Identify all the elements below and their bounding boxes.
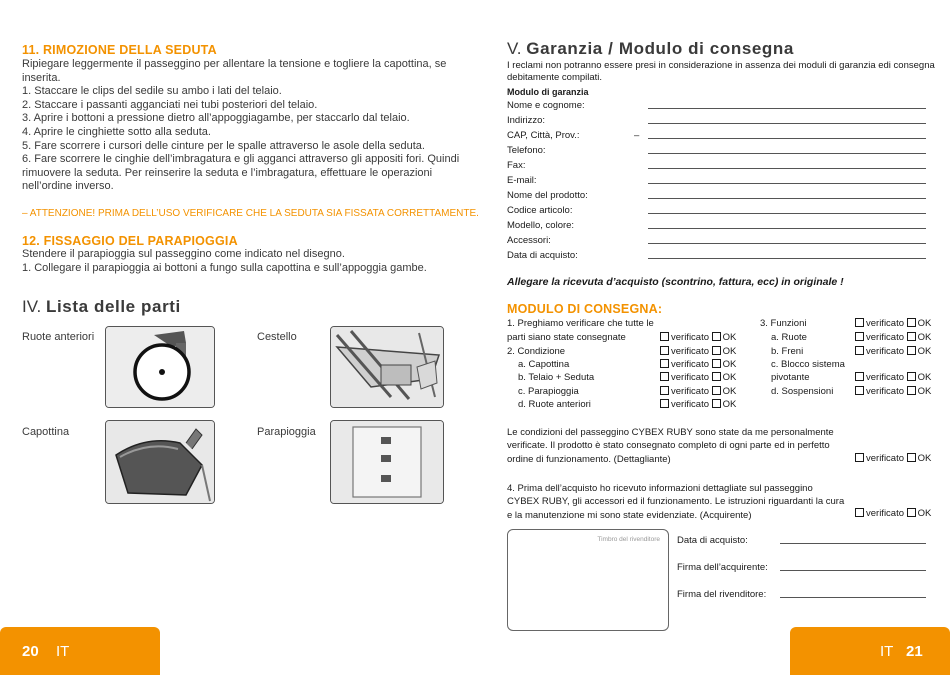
signature-line-purchase-date[interactable]	[780, 543, 926, 544]
field-label-accessories: Accessori:	[507, 235, 551, 246]
signature-label-buyer: Firma dell’acquirente:	[677, 562, 768, 573]
section-11-line: 4. Aprire le cinghiette sotto alla seduta.	[22, 125, 211, 138]
checkbox-ok[interactable]	[907, 318, 916, 327]
checkbox-verified[interactable]	[660, 359, 669, 368]
checkbox-verified[interactable]	[660, 332, 669, 341]
checkbox-ok[interactable]	[712, 346, 721, 355]
part-label-basket: Cestello	[257, 331, 297, 343]
dealer-stamp-label: Timbro del rivenditore	[597, 536, 660, 543]
signature-line-buyer[interactable]	[780, 570, 926, 571]
field-label-name: Nome e cognome:	[507, 100, 585, 111]
delivery-item-label: 1. Preghiamo verificare che tutte le	[507, 318, 654, 329]
signature-label-dealer: Firma del rivenditore:	[677, 589, 767, 600]
checkbox-verified-label: verificato	[866, 453, 905, 464]
checkbox-ok-label: OK	[722, 386, 737, 397]
signature-label-purchase-date: Data di acquisto:	[677, 535, 748, 546]
checkbox-verified-label: verificato	[671, 399, 710, 410]
warranty-intro-line: I reclami non potranno essere presi in considerazione in assenza dei moduli di garanzia edi consegna	[507, 60, 935, 71]
checkbox-group	[660, 399, 736, 410]
checkbox-ok[interactable]	[907, 332, 916, 341]
delivery-item-label: d. Ruote anteriori	[518, 399, 591, 410]
checkbox-group	[660, 386, 736, 397]
field-label-article-code: Codice articolo:	[507, 205, 573, 216]
checkbox-verified[interactable]	[855, 508, 864, 517]
warranty-form-title: Modulo di garanzia	[507, 87, 589, 97]
right-page-language: IT	[880, 643, 894, 660]
checkbox-group	[855, 508, 931, 519]
checkbox-group	[855, 453, 931, 464]
dealer-stamp-box[interactable]	[507, 529, 669, 631]
field-line-article-code[interactable]	[648, 213, 926, 214]
checkbox-verified[interactable]	[855, 318, 864, 327]
checkbox-ok[interactable]	[712, 332, 721, 341]
delivery-item-label: d. Sospensioni	[771, 386, 834, 397]
checkbox-group	[855, 318, 931, 329]
part-label-rain-cover: Parapioggia	[257, 426, 316, 438]
checkbox-group	[855, 346, 931, 357]
delivery-item-label: 2. Condizione	[507, 346, 566, 357]
checkbox-ok[interactable]	[712, 399, 721, 408]
checkbox-ok-label: OK	[722, 332, 737, 343]
part-label-front-wheels: Ruote anteriori	[22, 331, 95, 343]
field-line-address[interactable]	[648, 123, 926, 124]
section-11-title: 11. RIMOZIONE DELLA SEDUTA	[22, 43, 217, 57]
section-11-line: 5. Fare scorrere i cursori delle cinture per le spalle attraverso le asole della seduta.	[22, 139, 425, 152]
checkbox-ok[interactable]	[907, 346, 916, 355]
checkbox-verified[interactable]	[855, 372, 864, 381]
dealer-statement-line: verificate. Il prodotto è stato consegnato completo di ogni parte ed in perfetto	[507, 440, 830, 452]
checkbox-verified-label: verificato	[671, 359, 710, 370]
delivery-item-label: parti siano state consegnate	[507, 332, 626, 343]
signature-line-dealer[interactable]	[780, 597, 926, 598]
delivery-item-label: c. Parapioggia	[518, 386, 579, 397]
checkbox-verified-label: verificato	[671, 332, 710, 343]
section-11-line: 6. Fare scorrere le cinghie dell’imbragatura e gli agganci attraverso gli appositi fori. Quindi	[22, 153, 460, 166]
section-11-line: Ripiegare leggermente il passeggino per allentare la tensione e togliere la capottina, se	[22, 58, 447, 70]
checkbox-verified[interactable]	[660, 372, 669, 381]
checkbox-verified[interactable]	[855, 346, 864, 355]
section-11-line: 2. Staccare i passanti agganciati nei tubi posteriori del telaio.	[22, 98, 318, 111]
checkbox-ok-label: OK	[917, 386, 932, 397]
warranty-heading-number: V.	[507, 39, 522, 58]
canopy-icon	[105, 420, 215, 504]
delivery-item-label: pivotante	[771, 372, 810, 383]
field-label-product-name: Nome del prodotto:	[507, 190, 588, 201]
checkbox-ok-label: OK	[917, 372, 932, 383]
checkbox-verified[interactable]	[660, 386, 669, 395]
checkbox-ok[interactable]	[712, 359, 721, 368]
checkbox-group	[660, 332, 736, 343]
checkbox-group	[855, 332, 931, 343]
checkbox-ok-label: OK	[917, 332, 932, 343]
field-line-name[interactable]	[648, 108, 926, 109]
checkbox-ok-label: OK	[917, 508, 932, 519]
checkbox-group	[660, 359, 736, 370]
section-12-line: 1. Collegare il parapioggia ai bottoni a fungo sulla capottina e sull’appoggia gambe.	[22, 261, 427, 274]
field-line-purchase-date[interactable]	[648, 258, 926, 259]
field-label-zip-city: CAP, Città, Prov.:	[507, 130, 580, 141]
parts-list-title: Lista delle parti	[45, 297, 181, 316]
checkbox-group	[660, 372, 736, 383]
section-11-body	[22, 58, 460, 194]
field-label-fax: Fax:	[507, 160, 526, 171]
field-line-zip-city[interactable]	[648, 138, 926, 139]
section-11-line: inserita.	[22, 71, 61, 84]
buyer-statement	[507, 482, 844, 522]
dealer-statement	[507, 426, 834, 466]
checkbox-group	[660, 346, 736, 357]
left-page-tab	[0, 627, 160, 675]
checkbox-verified-label: verificato	[866, 508, 905, 519]
section-12-line: Stendere il parapioggia sul passeggino come indicato nel disegno.	[22, 248, 345, 260]
section-11-line: rimuovere la seduta. Per reinserire la seduta e l’imbragatura, effettuare le operazioni	[22, 166, 433, 179]
front-wheel-icon	[105, 326, 215, 408]
parts-list-number: IV.	[22, 297, 42, 316]
section-11-line: nell’ordine inverso.	[22, 180, 114, 193]
left-page-number: 20	[22, 643, 39, 660]
checkbox-ok[interactable]	[907, 453, 916, 462]
delivery-item-label: 3. Funzioni	[760, 318, 807, 329]
checkbox-ok-label: OK	[722, 399, 737, 410]
right-page-tab	[790, 627, 950, 675]
warranty-intro-line: debitamente compilati.	[507, 71, 603, 83]
checkbox-verified-label: verificato	[866, 332, 905, 343]
section-12-body	[22, 248, 447, 275]
field-label-model-color: Modello, colore:	[507, 220, 575, 231]
checkbox-ok-label: OK	[722, 346, 737, 357]
field-line-model-color[interactable]	[648, 228, 926, 229]
buyer-statement-line: 4. Prima dell’acquisto ho ricevuto informazioni dettagliate sul passeggino	[507, 483, 813, 494]
field-line-phone[interactable]	[648, 153, 926, 154]
delivery-item-label: b. Telaio + Seduta	[518, 372, 595, 383]
basket-icon	[330, 326, 444, 408]
right-page-number: 21	[906, 643, 923, 660]
checkbox-verified[interactable]	[855, 386, 864, 395]
part-label-canopy: Capottina	[22, 426, 70, 438]
checkbox-group	[855, 372, 931, 383]
checkbox-verified[interactable]	[660, 399, 669, 408]
buyer-statement-line: CYBEX RUBY, gli accessori ed il funzionamento. Le istruzioni riguardanti la cura	[507, 496, 845, 508]
checkbox-verified[interactable]	[855, 332, 864, 341]
dealer-statement-line: ordine di funzionamento. (Dettagliante)	[507, 453, 671, 465]
checkbox-ok-label: OK	[722, 372, 737, 383]
rain-cover-icon	[330, 420, 444, 504]
field-label-email: E-mail:	[507, 175, 537, 186]
field-line-email[interactable]	[648, 183, 926, 184]
checkbox-verified-label: verificato	[671, 372, 710, 383]
delivery-item-label: a. Ruote	[771, 332, 807, 343]
checkbox-ok[interactable]	[712, 372, 721, 381]
checkbox-verified-label: verificato	[866, 372, 905, 383]
checkbox-verified-label: verificato	[671, 346, 710, 357]
section-11-line: 1. Staccare le clips del sedile su ambo i lati del telaio.	[22, 85, 282, 98]
dealer-statement-line: Le condizioni del passeggino CYBEX RUBY sono state da me personalmente	[507, 427, 834, 438]
checkbox-verified[interactable]	[855, 453, 864, 462]
checkbox-verified-label: verificato	[866, 386, 905, 397]
checkbox-ok[interactable]	[907, 508, 916, 517]
field-dash-mark: –	[634, 130, 640, 141]
delivery-item-label: b. Freni	[771, 346, 804, 357]
checkbox-group	[855, 386, 931, 397]
checkbox-ok-label: OK	[917, 318, 932, 329]
warranty-intro	[507, 60, 935, 83]
field-label-purchase-date: Data di acquisto:	[507, 250, 578, 261]
checkbox-ok[interactable]	[712, 386, 721, 395]
checkbox-ok-label: OK	[722, 359, 737, 370]
section-11-line: 3. Aprire i bottoni a pressione dietro all’appoggiagambe, per staccarlo dal telaio.	[22, 112, 410, 125]
field-label-address: Indirizzo:	[507, 115, 546, 126]
checkbox-verified[interactable]	[660, 346, 669, 355]
left-page-language: IT	[56, 643, 70, 660]
checkbox-ok[interactable]	[907, 386, 916, 395]
section-12-title: 12. FISSAGGIO DEL PARAPIOGGIA	[22, 234, 238, 248]
checkbox-verified-label: verificato	[866, 318, 905, 329]
delivery-form-title: MODULO DI CONSEGNA:	[507, 302, 663, 316]
delivery-item-label: a. Capottina	[518, 359, 570, 370]
attach-receipt-note: Allegare la ricevuta d’acquisto (scontrino, fattura, ecc) in originale !	[507, 276, 844, 288]
field-line-accessories[interactable]	[648, 243, 926, 244]
field-line-fax[interactable]	[648, 168, 926, 169]
field-line-product-name[interactable]	[648, 198, 926, 199]
parts-list-heading	[22, 297, 181, 317]
section-11-warning: – ATTENZIONE! PRIMA DELL’USO VERIFICARE CHE LA SEDUTA SIA FISSATA CORRETTAMENTE.	[22, 208, 479, 219]
checkbox-ok-label: OK	[917, 453, 932, 464]
field-label-phone: Telefono:	[507, 145, 546, 156]
delivery-item-label: c. Blocco sistema	[771, 359, 845, 370]
buyer-statement-line: e la manutenzione mi sono state evidenziate. (Acquirente)	[507, 509, 752, 521]
checkbox-ok[interactable]	[907, 372, 916, 381]
checkbox-verified-label: verificato	[866, 346, 905, 357]
warranty-heading	[507, 39, 794, 59]
warranty-heading-title: Garanzia / Modulo di consegna	[526, 39, 794, 58]
checkbox-ok-label: OK	[917, 346, 932, 357]
checkbox-verified-label: verificato	[671, 386, 710, 397]
